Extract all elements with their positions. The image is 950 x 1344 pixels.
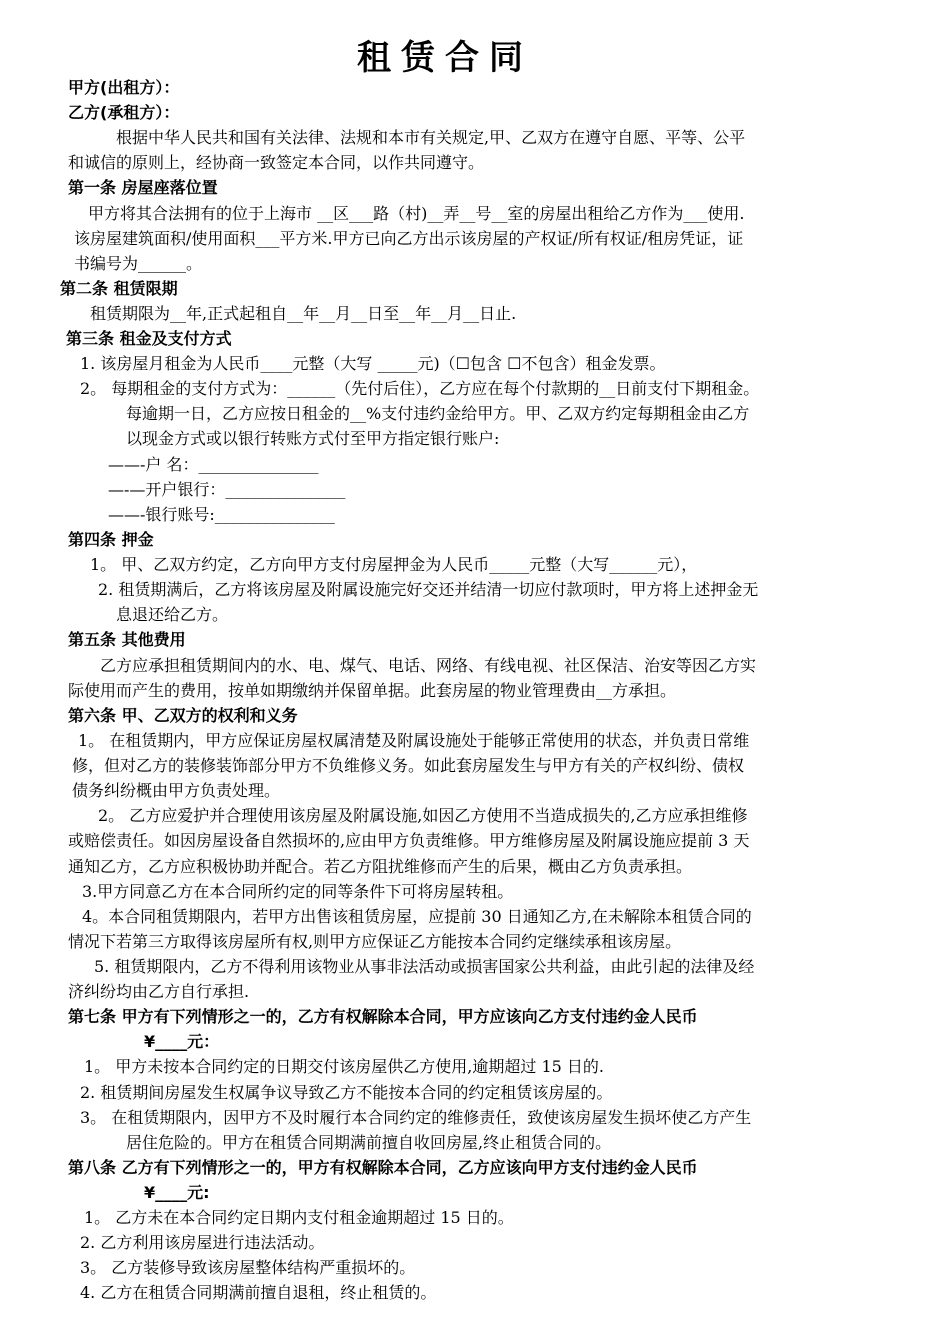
clause-text: 居住危险的。甲方在租赁合同期满前擅自收回房屋,终止租赁合同的。	[126, 1133, 612, 1152]
clause-text: 息退还给乙方。	[116, 605, 229, 624]
clause-text: 2. 租赁期间房屋发生权属争议导致乙方不能按本合同的约定租赁该房屋的。	[80, 1083, 613, 1102]
clause-text: 3。 在租赁期限内，因甲方不及时履行本合同约定的维修责任，致使该房屋发生损坏使乙方产生	[80, 1108, 752, 1127]
clause-text: 1. 该房屋月租金为人民币____元整（大写 _____元)（☐包含 ☐不包含）租金发票。	[80, 354, 666, 373]
clause-text: 3.甲方同意乙方在本合同所约定的同等条件下可将房屋转租。	[82, 882, 514, 901]
article-text: 书编号为______。	[74, 254, 203, 273]
article-text: 际使用而产生的费用，按单如期缴纳并保留单据。此套房屋的物业管理费由__方承担。	[68, 681, 677, 700]
penalty-amount: ¥____元:	[144, 1183, 210, 1202]
article-heading: 第六条 甲、乙双方的权利和义务	[68, 706, 298, 725]
party-a-label: 甲方(出租方）：	[68, 78, 180, 97]
party-b-label: 乙方(承租方）：	[68, 103, 180, 122]
clause-text: 1。 在租赁期内，甲方应保证房屋权属清楚及附属设施处于能够正常使用的状态，并负责日常维	[78, 731, 750, 750]
bank-name-line: —-—开户银行：_______________	[108, 480, 346, 499]
clause-text: 每逾期一日，乙方应按日租金的__%支付违约金给甲方。甲、乙双方约定每期租金由乙方	[126, 404, 750, 423]
clause-text: 情况下若第三方取得该房屋所有权,则甲方应保证乙方能按本合同约定继续承租该房屋。	[68, 932, 682, 951]
clause-text: 4. 乙方在租赁合同期满前擅自退租，终止租赁的。	[80, 1283, 437, 1302]
clause-text: 通知乙方，乙方应积极协助并配合。若乙方阻扰维修而产生的后果，概由乙方负责承担。	[68, 857, 693, 876]
clause-text: 2. 乙方利用该房屋进行违法活动。	[80, 1233, 325, 1252]
penalty-amount: ¥____元：	[144, 1032, 220, 1051]
preamble-line: 根据中华人民共和国有关法律、法规和本市有关规定,甲、乙双方在遵守自愿、平等、公平	[116, 128, 746, 147]
article-text: 甲方将其合法拥有的位于上海市 __区___路（村)__弄__号__室的房屋出租给乙方作为___使用.	[88, 204, 745, 223]
article-heading: 第五条 其他费用	[68, 630, 186, 649]
preamble-line: 和诚信的原则上，经协商一致签定本合同，以作共同遵守。	[68, 153, 485, 172]
clause-text: 济纠纷均由乙方自行承担.	[68, 982, 250, 1001]
clause-text: 2. 租赁期满后，乙方将该房屋及附属设施完好交还并结清一切应付款项时，甲方将上述押金无	[98, 580, 759, 599]
clause-text: 3。 乙方装修导致该房屋整体结构严重损坏的。	[80, 1258, 416, 1277]
clause-text: 修，但对乙方的装修装饰部分甲方不负维修义务。如此套房屋发生与甲方有关的产权纠纷、债权	[72, 756, 745, 775]
clause-text: 4。本合同租赁期限内，若甲方出售该租赁房屋，应提前 30 日通知乙方,在未解除本租赁合同的	[82, 907, 752, 926]
article-heading: 第三条 租金及支付方式	[66, 329, 232, 348]
clause-text: 5. 租赁期限内，乙方不得利用该物业从事非法活动或损害国家公共利益，由此引起的法律及经	[94, 957, 755, 976]
article-text: 乙方应承担租赁期间内的水、电、煤气、电话、网络、有线电视、社区保洁、治安等因乙方实	[100, 656, 757, 675]
article-heading: 第一条 房屋座落位置	[68, 178, 218, 197]
clause-text: 债务纠纷概由甲方负责处理。	[72, 781, 281, 800]
clause-text: 1。 乙方未在本合同约定日期内支付租金逾期超过 15 日的。	[84, 1208, 514, 1227]
clause-text: 1。 甲、乙双方约定，乙方向甲方支付房屋押金为人民币_____元整（大写______元），	[90, 555, 698, 574]
article-heading: 第八条 乙方有下列情形之一的，甲方有权解除本合同，乙方应该向甲方支付违约金人民币	[68, 1158, 698, 1177]
article-heading: 第七条 甲方有下列情形之一的，乙方有权解除本合同，甲方应该向乙方支付违约金人民币	[68, 1007, 698, 1026]
article-text: 该房屋建筑面积/使用面积___平方米.甲方已向乙方出示该房屋的产权证/所有权证/租房凭证，证	[74, 229, 744, 248]
article-heading: 第四条 押金	[68, 530, 154, 549]
clause-text: 2。 乙方应爱护并合理使用该房屋及附属设施,如因乙方使用不当造成损失的,乙方应承担维修	[98, 806, 748, 825]
clause-text: 以现金方式或以银行转账方式付至甲方指定银行账户:	[126, 429, 500, 448]
clause-text: 或赔偿责任。如因房屋设备自然损坏的,应由甲方负责维修。甲方维修房屋及附属设施应提前 3 天	[68, 831, 750, 850]
clause-text: 1。 甲方未按本合同约定的日期交付该房屋供乙方使用,逾期超过 15 日的.	[84, 1057, 604, 1076]
article-heading: 第二条 租赁限期	[60, 279, 178, 298]
page-title: 租赁合同	[357, 38, 533, 78]
account-name-line: ——-户 名：_______________	[108, 455, 319, 474]
clause-text: 2。 每期租金的支付方式为：______（先付后住），乙方应在每个付款期的__日前支付下期租金。	[80, 379, 760, 398]
article-text: 租赁期限为__年,正式起租自__年__月__日至__年__月__日止.	[90, 304, 517, 323]
account-number-line: ——-银行账号:_______________	[108, 505, 335, 524]
